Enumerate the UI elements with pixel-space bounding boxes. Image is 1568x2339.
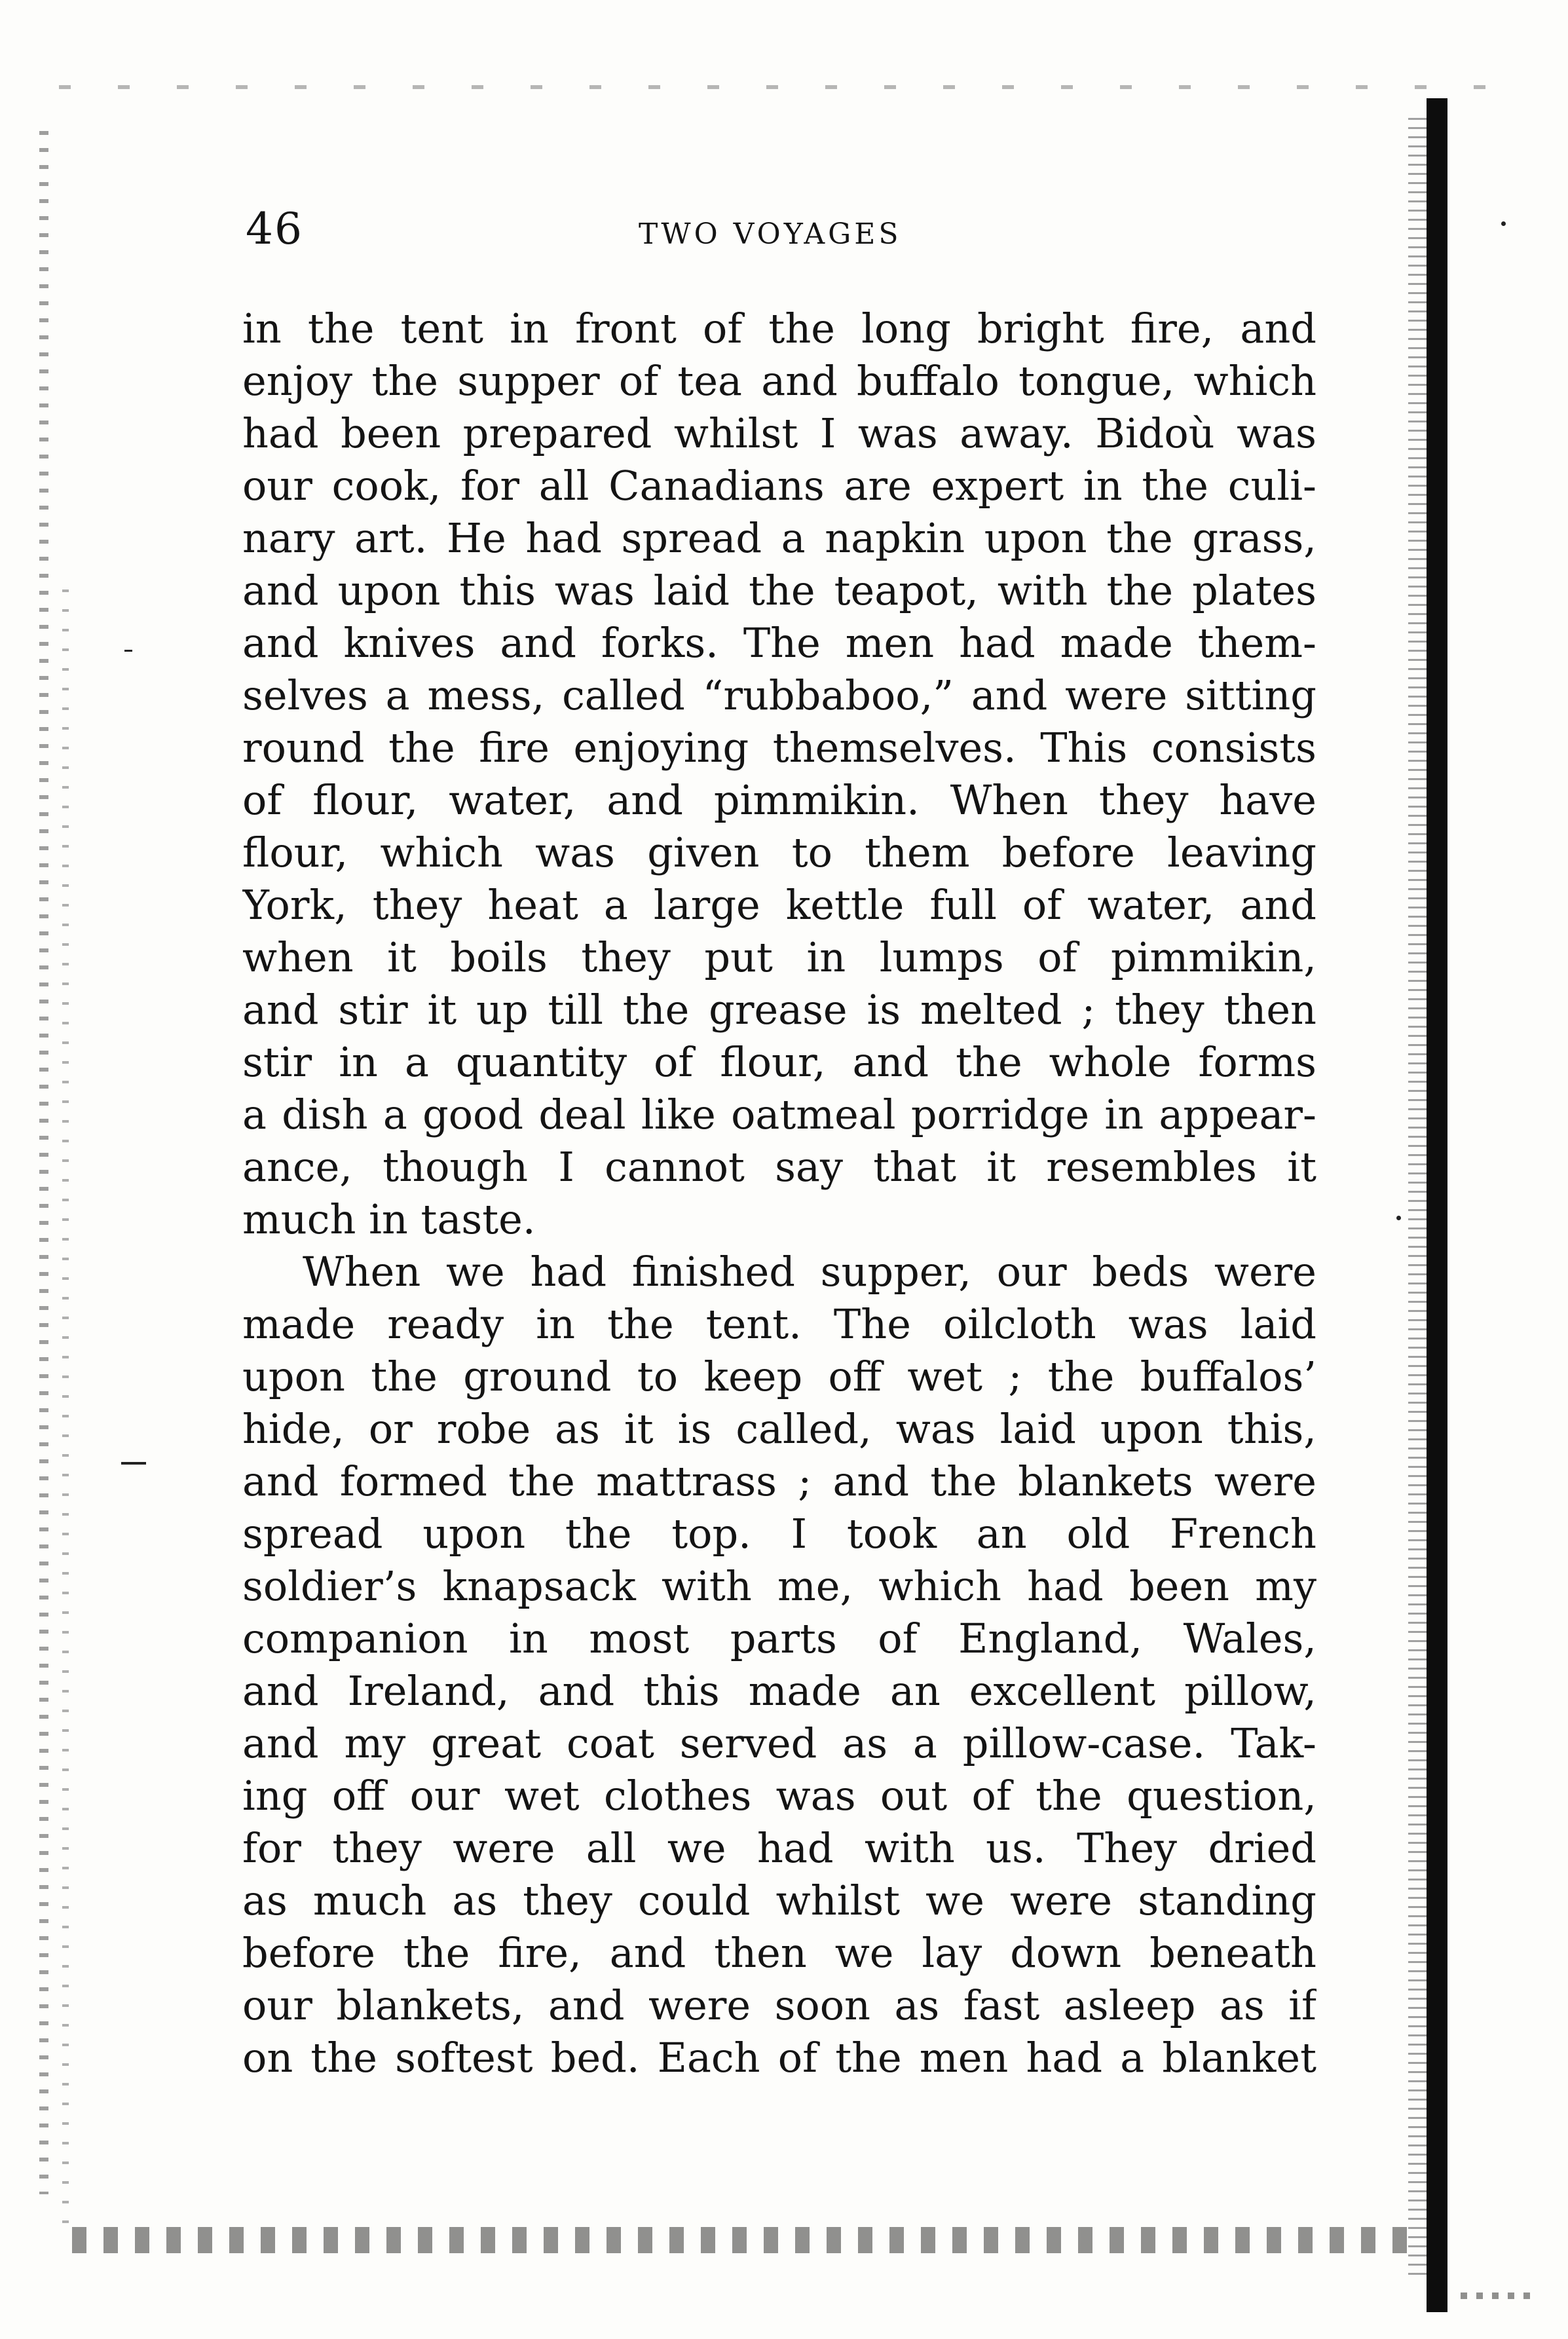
text-line: on the softest bed. Each of the men had a blanket (242, 2034, 1316, 2082)
text-line: ing off our wet clothes was out of the question, (242, 1772, 1316, 1820)
text-line: round the fire enjoying themselves. This consists (242, 724, 1316, 772)
text-line: had been prepared whilst I was away. Bidoù was (242, 409, 1316, 457)
text-line: ance, though I cannot say that it resembles it (242, 1143, 1316, 1191)
text-line: selves a mess, called “rubbaboo,” and were sitting (242, 671, 1316, 719)
text-line: companion in most parts of England, Wales, (242, 1615, 1316, 1662)
text-line: our cook, for all Canadians are expert in the culi- (242, 462, 1316, 510)
text-line: enjoy the supper of tea and buffalo tongue, which (242, 357, 1316, 405)
text-line: of flour, water, and pimmikin. When they have (242, 776, 1316, 824)
text-line: and Ireland, and this made an excellent pillow, (242, 1667, 1316, 1715)
text-line: and stir it up till the grease is melted ; they then (242, 986, 1316, 1034)
margin-speck (1501, 221, 1506, 226)
text-line: and upon this was laid the teapot, with the plates (242, 567, 1316, 614)
margin-mark (124, 650, 132, 652)
running-head: TWO VOYAGES (639, 217, 902, 251)
page-edge-bottom (72, 2227, 1415, 2253)
text-line: spread upon the top. I took an old French (242, 1510, 1316, 1558)
text-line: our blankets, and were soon as fast asleep as if (242, 1981, 1316, 2029)
text-line: for they were all we had with us. They dried (242, 1824, 1316, 1872)
text-line: upon the ground to keep off wet ; the buffalos’ (242, 1353, 1316, 1400)
body-text (242, 303, 1316, 2084)
page-number: 46 (246, 204, 303, 254)
text-line: before the fire, and then we lay down beneath (242, 1929, 1316, 1977)
text-line: York, they heat a large kettle full of water, and (242, 881, 1316, 929)
page-header (246, 200, 1313, 259)
page-edge-bottom-marks (1461, 2292, 1539, 2299)
text-line: and my great coat served as a pillow-case. Tak- (242, 1719, 1316, 1767)
text-line: and formed the mattrass ; and the blankets were (242, 1457, 1316, 1505)
text-line: when it boils they put in lumps of pimmikin, (242, 933, 1316, 981)
binding-spine (1427, 98, 1447, 2312)
margin-speck (1396, 1216, 1401, 1220)
text-line: in the tent in front of the long bright fire, and (242, 305, 1316, 352)
page-edge-left-marks (62, 589, 69, 2227)
binding-shadow (1408, 118, 1428, 2279)
margin-mark (121, 1462, 146, 1465)
page-edge-left (39, 131, 48, 2194)
text-line: nary art. He had spread a napkin upon the grass, (242, 514, 1316, 562)
text-line: stir in a quantity of flour, and the whole forms (242, 1038, 1316, 1086)
text-line: soldier’s knapsack with me, which had been my (242, 1562, 1316, 1610)
text-line: flour, which was given to them before leaving (242, 829, 1316, 876)
text-line: a dish a good deal like oatmeal porridge in appear- (242, 1091, 1316, 1138)
text-line: as much as they could whilst we were standing (242, 1877, 1316, 1924)
text-line: made ready in the tent. The oilcloth was laid (242, 1300, 1316, 1348)
text-line: hide, or robe as it is called, was laid upon this, (242, 1405, 1316, 1453)
page-edge-top (59, 85, 1533, 89)
paragraph-start-line: When we had finished supper, our beds were (303, 1248, 1316, 1296)
text-line: and knives and forks. The men had made them- (242, 619, 1316, 667)
paragraph-end-line: much in taste. (242, 1195, 536, 1243)
